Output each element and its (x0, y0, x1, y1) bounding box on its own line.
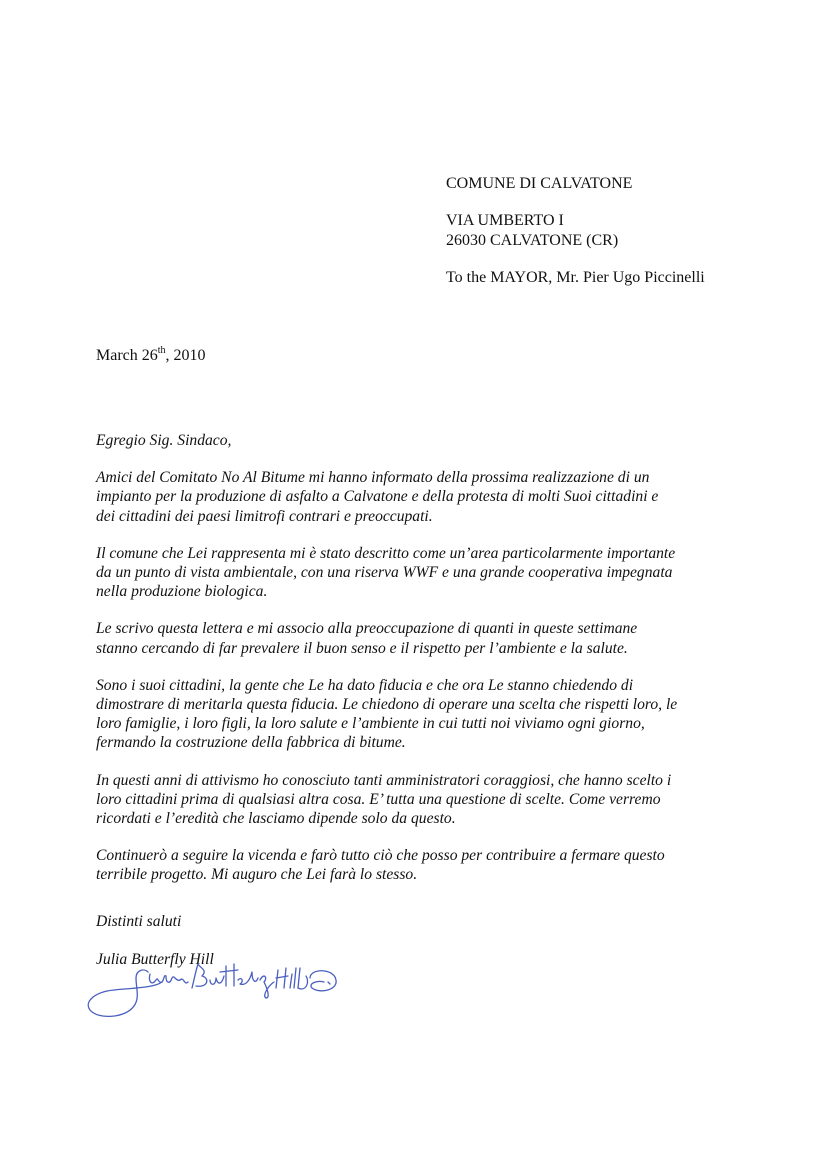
recipient-city: 26030 CALVATONE (CR) (446, 232, 619, 249)
salutation-text: Egregio Sig. Sindaco, (96, 432, 232, 449)
recipient-attention: To the MAYOR, Mr. Pier Ugo Piccinelli (446, 269, 705, 286)
paragraph-line: dei cittadini dei paesi limitrofi contrari e preoccupati. (96, 507, 433, 525)
salutation (96, 431, 736, 450)
paragraph-line: impianto per la produzione di asfalto a Calvatone e della protesta di molti Suoi cittadini e (96, 488, 659, 506)
paragraph-5 (96, 771, 736, 829)
paragraph-3 (96, 619, 736, 657)
paragraph-4 (96, 676, 736, 753)
paragraph-line: terribile progetto. Mi auguro che Lei farà lo stesso. (96, 866, 418, 884)
paragraph-line: Amici del Comitato No Al Bitume mi hanno informato della prossima realizzazione di un (96, 469, 650, 487)
date-month-day: March 26 (96, 347, 158, 364)
recipient-address (446, 174, 705, 288)
letter-body (96, 431, 736, 903)
paragraph-line: In questi anni di attivismo ho conosciuto tanti amministratori coraggiosi, che hanno scelto i (96, 771, 672, 789)
paragraph-6 (96, 846, 736, 884)
paragraph-line: Il comune che Lei rappresenta mi è stato descritto come un’area particolarmente importante (96, 544, 676, 562)
paragraph-line: loro cittadini prima di qualsiasi altra cosa. E’ tutta una questione di scelte. Come verremo (96, 790, 661, 808)
paragraph-line: Continuerò a seguire la vicenda e farò tutto ciò che posso per contribuire a fermare questo (96, 847, 665, 865)
paragraph-line: fermando la costruzione della fabbrica di bitume. (96, 734, 406, 752)
letter-date (96, 346, 206, 366)
paragraph-line: Sono i suoi cittadini, la gente che Le ha dato fiducia e che ora Le stanno chiedendo di (96, 676, 634, 694)
paragraph-line: loro famiglie, i loro figli, la loro salute e l’ambiente in cui tutti noi viviamo ogni giorno, (96, 715, 645, 733)
paragraph-line: stanno cercando di far prevalere il buon senso e il rispetto per l’ambiente e la salute. (96, 639, 628, 657)
paragraph-line: Le scrivo questa lettera e mi associo alla preoccupazione di quanti in queste settimane (96, 620, 638, 638)
paragraph-1 (96, 468, 736, 526)
closing-salutation: Distinti saluti (96, 913, 182, 930)
date-ordinal-suffix: th (157, 344, 166, 356)
paragraph-line: ricordati e l’eredità che lasciamo dipende solo da questo. (96, 810, 456, 828)
date-year: , 2010 (165, 347, 206, 364)
paragraph-line: da un punto di vista ambientale, con una riserva WWF e una grande cooperativa impegnata (96, 564, 673, 582)
paragraph-line: nella produzione biologica. (96, 583, 268, 601)
signer-name: Julia Butterfly Hill (96, 951, 214, 968)
paragraph-line: dimostrare di meritarla questa fiducia. Le chiedono di operare una scelta che rispetti loro, le (96, 696, 678, 714)
recipient-organization: COMUNE DI CALVATONE (446, 175, 633, 192)
paragraph-2 (96, 544, 736, 602)
handwritten-signature (84, 958, 344, 1024)
recipient-street: VIA UMBERTO I (446, 212, 564, 229)
